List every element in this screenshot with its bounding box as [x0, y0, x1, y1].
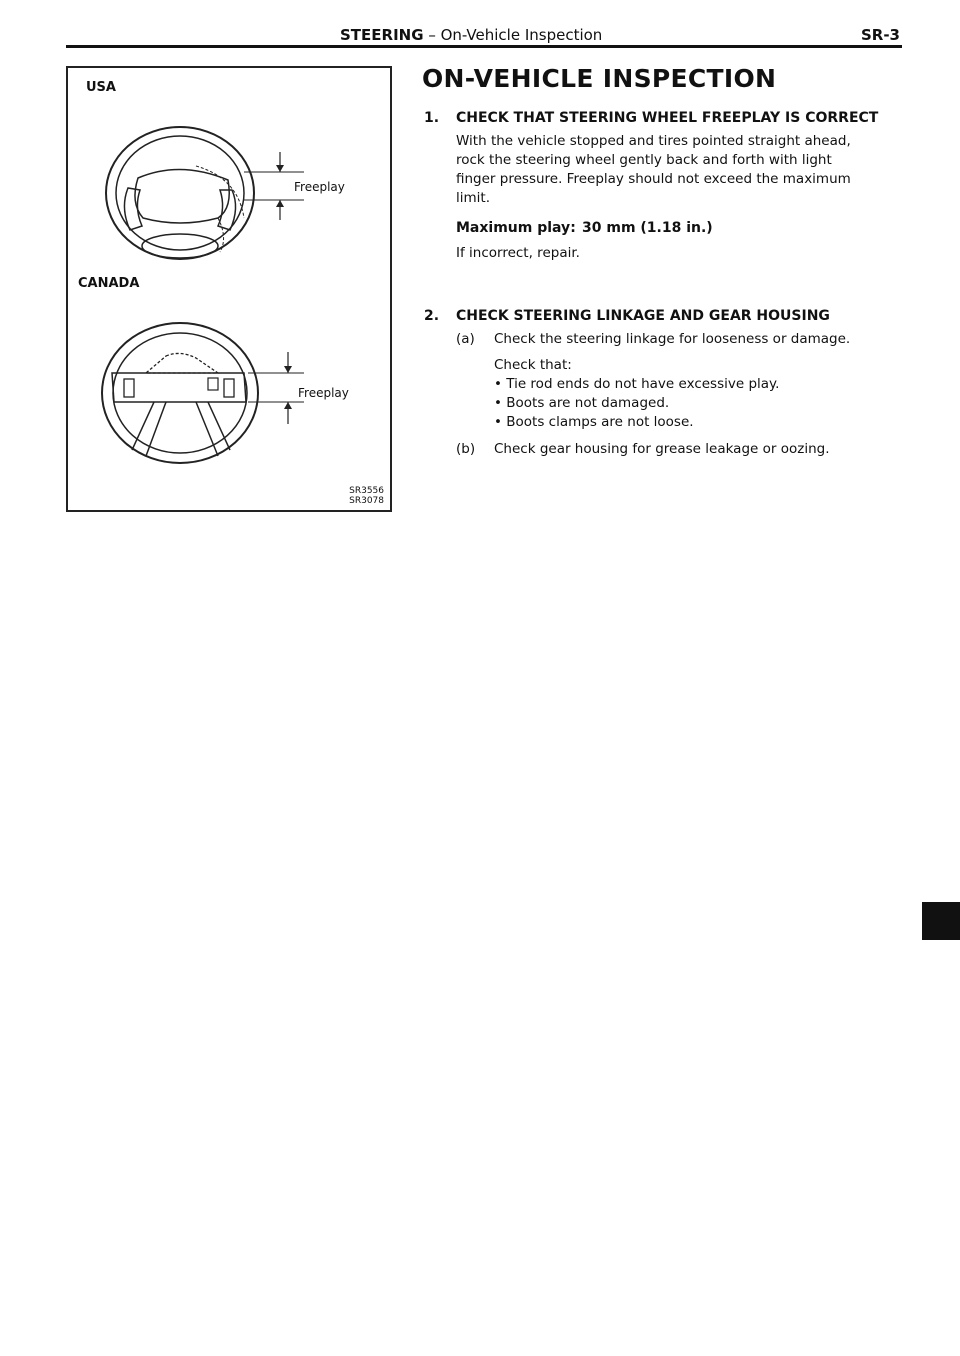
section-tab-marker [922, 902, 960, 940]
bullet-3: • Boots clamps are not loose. [494, 414, 694, 430]
canada-label: CANADA [78, 276, 140, 291]
step2-a-label: (a) [456, 331, 475, 347]
step1-repair: If incorrect, repair. [456, 245, 580, 261]
spec-label: Maximum play: [456, 220, 576, 236]
bullet-2: • Boots are not damaged. [494, 395, 670, 411]
step1-line-3: finger pressure. Freeplay should not exceed the maximum [456, 171, 851, 187]
step2-b-text: Check gear housing for grease leakage or oozing. [494, 441, 830, 457]
freeplay-label-canada: Freeplay [298, 386, 349, 400]
step1-number: 1. [424, 110, 440, 126]
step2-b-label: (b) [456, 441, 476, 457]
figure-code-1: SR3556 [349, 486, 384, 496]
page-header [66, 24, 902, 46]
step2-number: 2. [424, 308, 440, 324]
steering-wheel-figure [66, 66, 392, 512]
main-title: ON-VEHICLE INSPECTION [422, 64, 777, 93]
header-title [340, 26, 602, 44]
header-rule [66, 45, 902, 48]
header-subtitle: – On-Vehicle Inspection [428, 26, 603, 44]
step2-heading: CHECK STEERING LINKAGE AND GEAR HOUSING [456, 308, 830, 324]
step1-line-1: With the vehicle stopped and tires pointed straight ahead, [456, 133, 851, 149]
step2-a-text: Check the steering linkage for looseness or damage. [494, 331, 851, 347]
usa-label: USA [86, 80, 116, 95]
step1-line-4: limit. [456, 190, 490, 206]
bullet-1: • Tie rod ends do not have excessive play. [494, 376, 780, 392]
figure-code-2: SR3078 [349, 496, 384, 506]
check-that: Check that: [494, 357, 572, 373]
freeplay-label-usa: Freeplay [294, 180, 345, 194]
page-number: SR-3 [860, 26, 900, 44]
header-section: STEERING [340, 26, 424, 44]
step1-heading: CHECK THAT STEERING WHEEL FREEPLAY IS CORRECT [456, 110, 879, 126]
spec-value: 30 mm (1.18 in.) [582, 220, 713, 236]
step1-line-2: rock the steering wheel gently back and forth with light [456, 152, 832, 168]
figure-code [349, 486, 384, 506]
